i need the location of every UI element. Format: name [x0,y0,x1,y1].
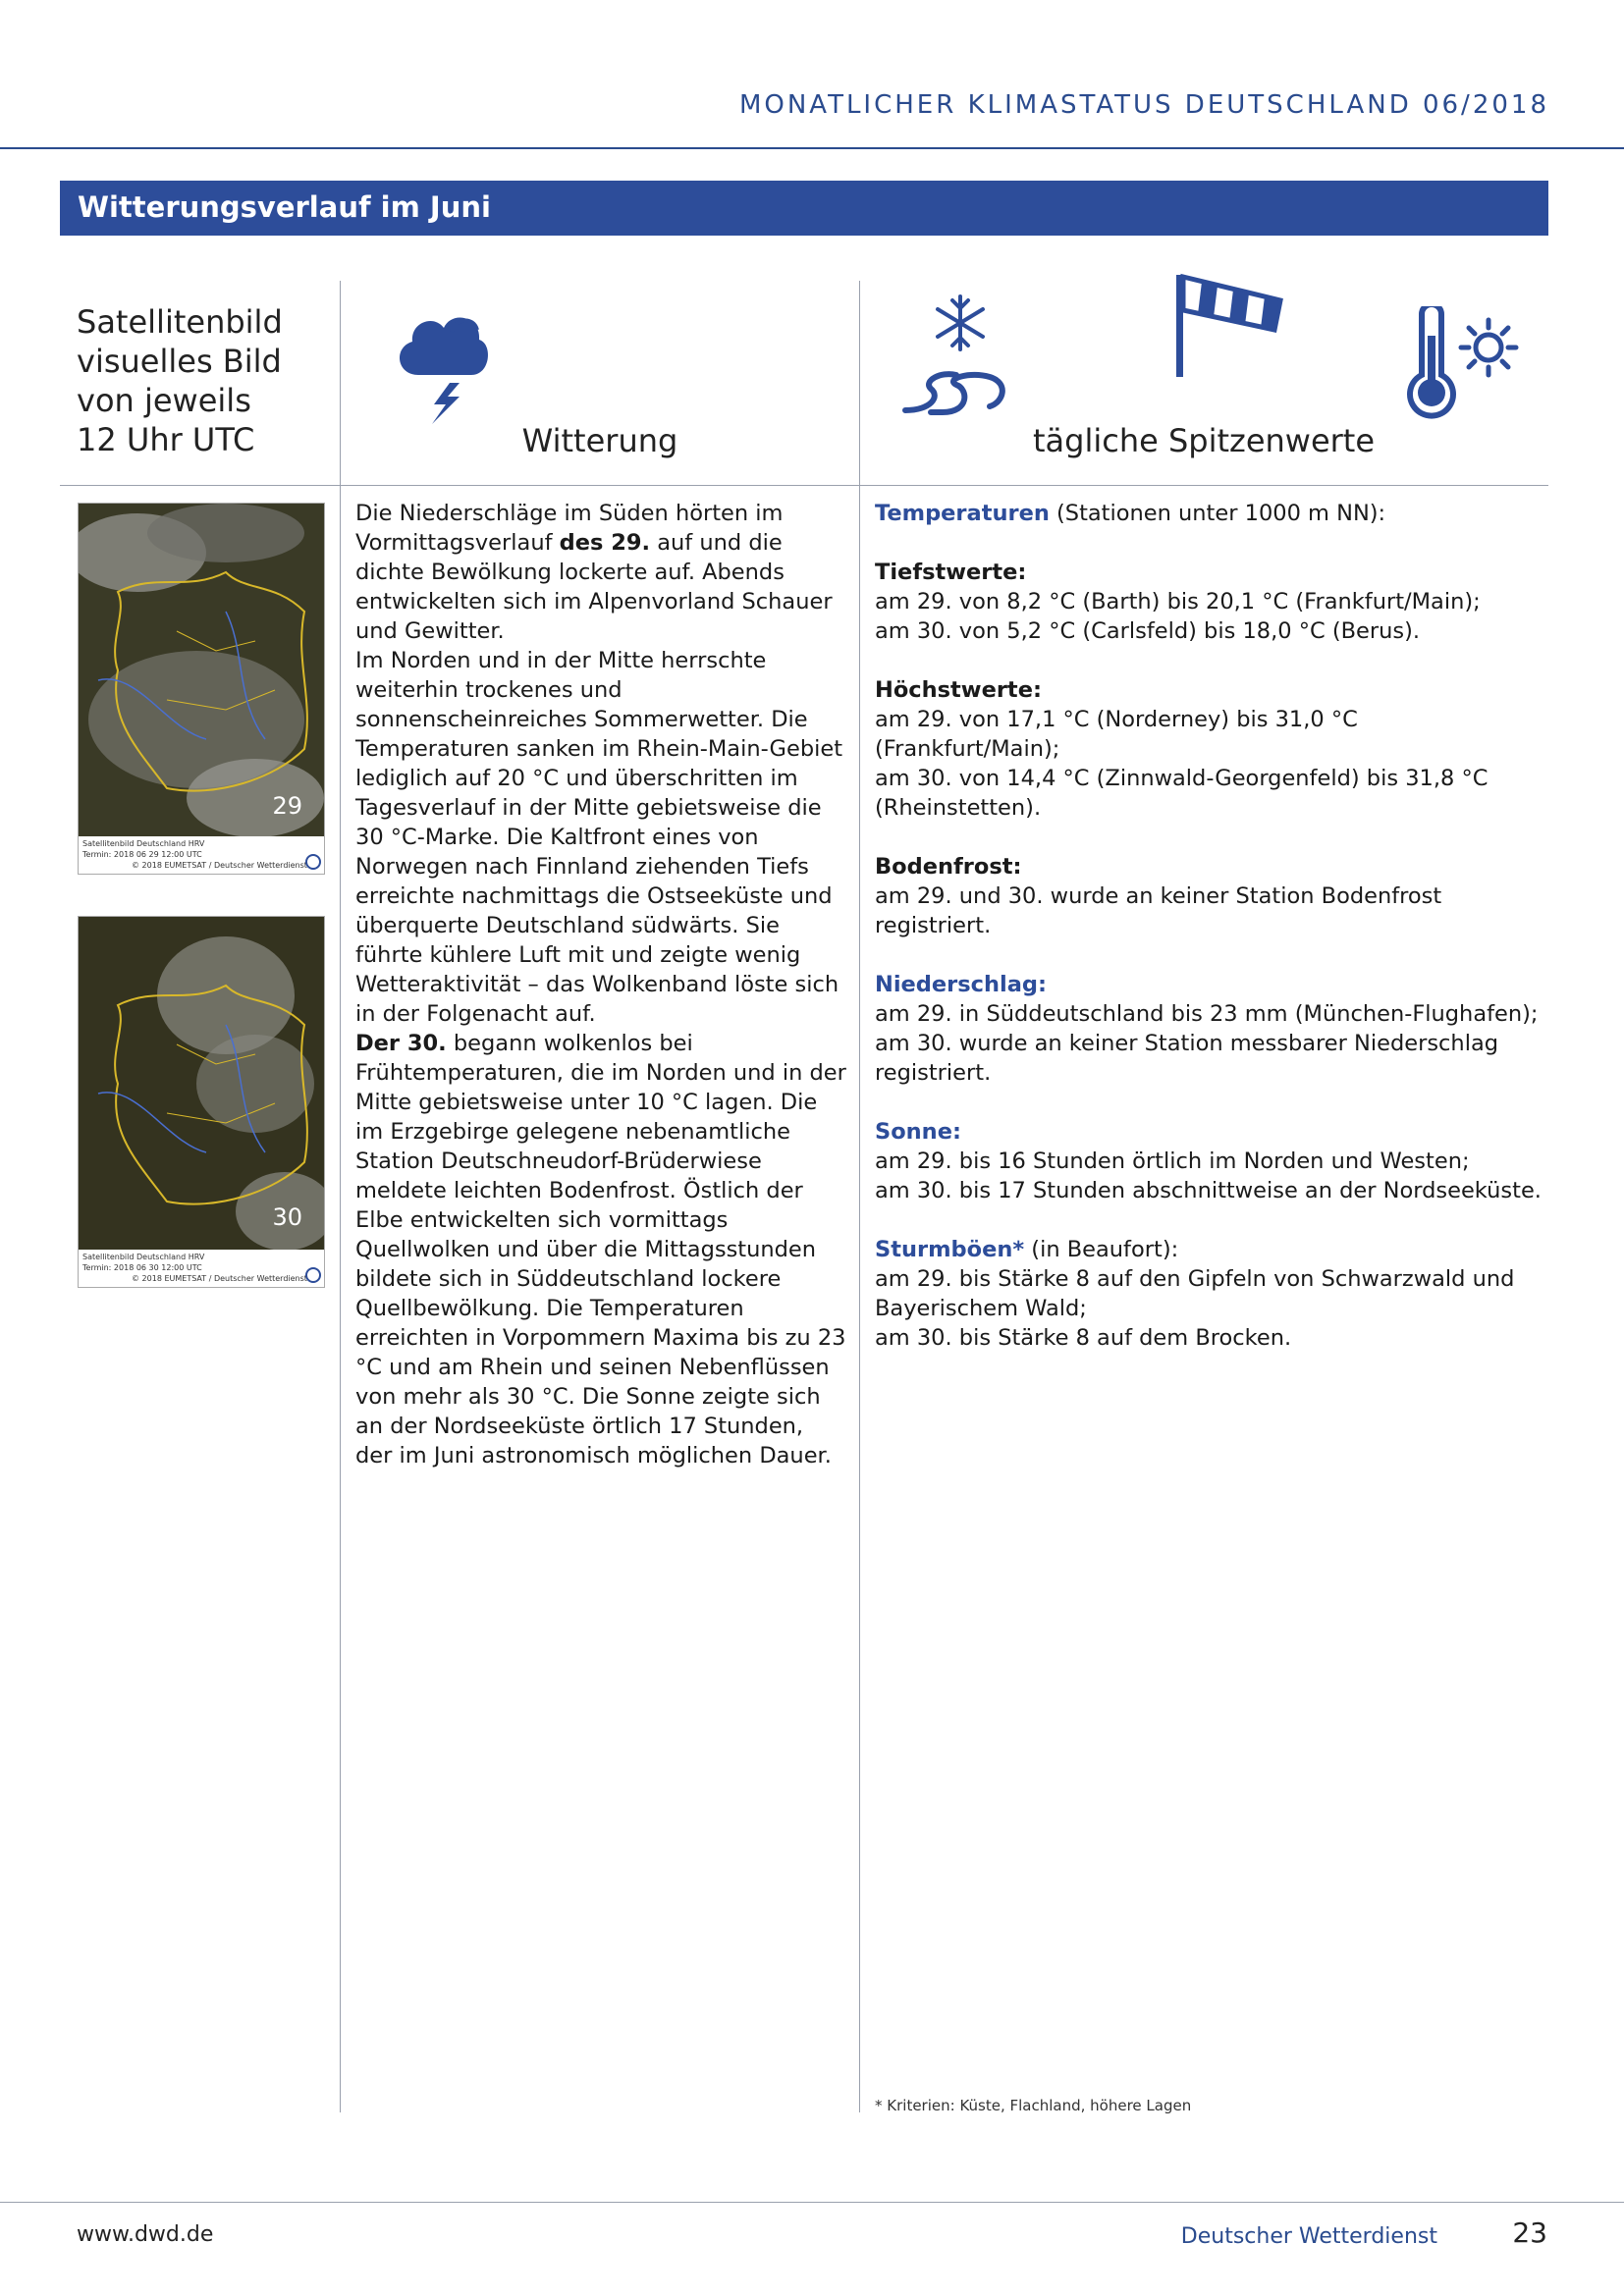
caption-line: Satellitenbild Deutschland HRV [82,1253,205,1261]
max-value: am 29. von 17,1 °C (Norderney) bis 31,0 °C (Frankfurt/Main); [875,707,1358,762]
min-value: am 30. von 5,2 °C (Carlsfeld) bis 18,0 °C (Berus). [875,618,1421,644]
precipitation-value: am 30. wurde an keiner Station messbarer Niederschlag registriert. [875,1031,1499,1086]
caption-line: © 2018 EUMETSAT / Deutscher Wetterdienst [132,1274,307,1283]
min-value: am 29. von 8,2 °C (Barth) bis 20,1 °C (Frankfurt/Main); [875,589,1481,614]
max-heading: Höchstwerte: [875,677,1042,703]
column-head-line: 12 Uhr UTC [77,421,255,458]
column-head-line: visuelles Bild [77,343,282,380]
dwd-logo-icon [305,1267,321,1283]
sun-value: am 29. bis 16 Stunden örtlich im Norden und Westen; [875,1148,1470,1174]
header-divider [0,147,1624,149]
satellite-day-label: 29 [272,792,302,820]
section-title: Witterungsverlauf im Juni [78,190,491,224]
column-head-line: von jeweils [77,382,251,419]
column-divider-2 [859,281,860,2112]
footnote: * Kriterien: Küste, Flachland, höhere Lagen [875,2097,1192,2114]
precipitation-heading: Niederschlag: [875,972,1048,997]
column-head-extremes: tägliche Spitzenwerte [1032,422,1376,459]
column-divider-1 [340,281,341,2112]
caption-line: © 2018 EUMETSAT / Deutscher Wetterdienst [132,861,307,870]
narrative-text: auf und die dichte Bewölkung lockerte auf. Abends entwickelten sich im Alpenvorland Schauer und Gewitter. [355,530,833,644]
windsock-icon [1172,271,1284,379]
report-title: MONATLICHER KLIMASTATUS DEUTSCHLAND 06/2018 [738,90,1549,120]
narrative-text: Im Norden und in der Mitte herrschte weiterhin trockenes und sonnenscheinreiches Sommerwetter. Die Temperaturen sanken im Rhein-Main-Gebiet lediglich auf 20 °C und überschritten im Tagesverlauf in der Mitte gebietsweise die 30 °C-Marke. Die Kaltfront eines von Norwegen nach Finnland ziehenden Tiefs erreichte nachmittags die Ostseeküste und überquerte Deutschland südwärts. Sie führte kühlere Luft mit und zeigte wenig Wetteraktivität – das Wolkenband löste sich in der Folgenacht auf. [355,648,843,1027]
sun-value: am 30. bis 17 Stunden abschnittweise an der Nordseeküste. [875,1178,1542,1203]
frost-value: am 29. und 30. wurde an keiner Station Bodenfrost registriert. [875,883,1442,938]
temperature-note: (Stationen unter 1000 m NN): [1049,501,1386,526]
satellite-caption [79,836,324,874]
caption-line: Termin: 2018 06 30 12:00 UTC [82,1263,202,1272]
thunderstorm-cloud-icon [391,291,493,424]
gust-value: am 30. bis Stärke 8 auf dem Brocken. [875,1325,1292,1351]
caption-line: Termin: 2018 06 29 12:00 UTC [82,850,202,859]
gust-heading: Sturmböen* [875,1237,1025,1262]
precipitation-value: am 29. in Süddeutschland bis 23 mm (München-Flughafen); [875,1001,1539,1027]
gust-value: am 29. bis Stärke 8 auf den Gipfeln von Schwarzwald und Bayerischem Wald; [875,1266,1515,1321]
weather-narrative [355,499,846,1470]
footer-org: Deutscher Wetterdienst [1180,2224,1437,2249]
satellite-image-30 [78,916,325,1288]
sun-heading: Sonne: [875,1119,961,1145]
narrative-date: Der 30. [355,1031,447,1056]
column-head-weather: Witterung [521,422,678,459]
footer-url[interactable]: www.dwd.de [77,2222,214,2247]
narrative-text: begann wolkenlos bei Frühtemperaturen, die im Norden und in der Mitte gebietsweise unter 10 °C lagen. Die im Erzgebirge gelegene nebenamtliche Station Deutschneudorf-Brüderwiese meldete leichten Bodenfrost. Östlich der Elbe entwickelten sich vormittags Quellwolken und über die Mittagsstunden bildete sich in Süddeutschland lockere Quellbewölkung. Die Temperaturen erreichten in Vorpommern Maxima bis zu 23 °C und am Rhein und seinen Nebenflüssen von mehr als 30 °C. Die Sonne zeigte sich an der Nordseeküste örtlich 17 Stunden, der im Juni astronomisch möglichen Dauer. [355,1031,846,1468]
column-head-satellite [77,302,283,459]
temperature-heading: Temperaturen [875,501,1050,526]
thermometer-sun-icon [1402,306,1520,420]
column-head-line: Satellitenbild [77,303,283,341]
header-row-divider [60,485,1548,486]
frost-heading: Bodenfrost: [875,854,1022,880]
narrative-text: Die Niederschläge im Süden hörten im Vormittagsverlauf [355,501,784,556]
daily-extremes [875,499,1543,1353]
page-number: 23 [1512,2216,1547,2249]
max-value: am 30. von 14,4 °C (Zinnwald-Georgenfeld) bis 31,8 °C (Rheinstetten). [875,766,1489,821]
dwd-logo-icon [305,854,321,870]
section-banner [60,181,1548,236]
narrative-date: des 29. [559,530,651,556]
snow-road-icon [901,294,1019,416]
min-heading: Tiefstwerte: [875,560,1027,585]
satellite-day-label: 30 [272,1203,302,1231]
satellite-image-29 [78,503,325,875]
satellite-caption [79,1250,324,1287]
footer-divider [0,2202,1624,2203]
caption-line: Satellitenbild Deutschland HRV [82,839,205,848]
gust-note: (in Beaufort): [1024,1237,1179,1262]
